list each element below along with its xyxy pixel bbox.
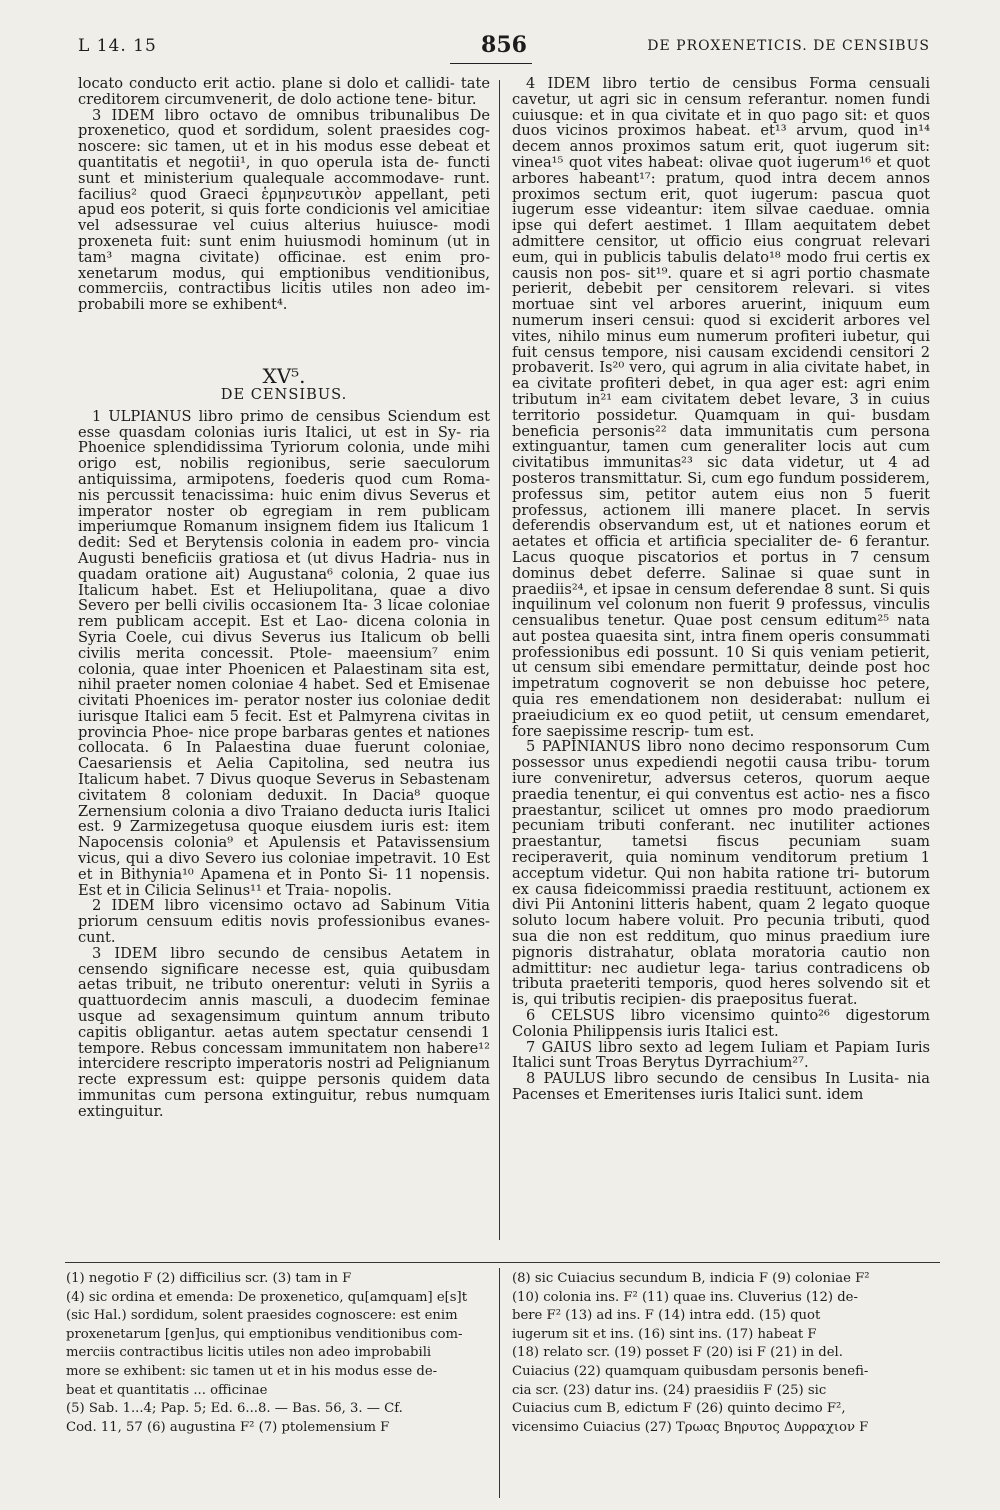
page-number: 856 bbox=[481, 32, 527, 58]
header-reference: L 14. 15 bbox=[78, 36, 157, 56]
header-rule bbox=[450, 63, 532, 64]
running-title: DE PROXENETICIS. DE CENSIBUS bbox=[647, 38, 930, 54]
footnote-line: merciis contractibus licitis utiles non adeo improbabili bbox=[66, 1345, 432, 1361]
left-paragraph-3: 1 ULPIANUS libro primo de censibus Sciendum est esse quasdam colonias iuris Italici, ut est in Sy- ria Phoenice splendidissima Tyriorum colonia, unde mihi origo est, nobilis regionibus, serie saeculorum antiquissima, armipotens, foederis quod cum Roma- nis percussit tenacissima: huic enim divus Severus et imperator noster ob egregiam in rem publicam imperiumque Romanum insignem fidem ius Italicum 1 dedit: Sed et Berytensis colonia in eadem pro- vincia Augusti beneficiis gratiosa et (ut divus Hadria- nus in quadam oratione ait) Augustana⁶ colonia, 2 quae ius Italicum habet. Est et Heliupolitana, quae a divo Severo per belli civilis occasionem Ita- 3 licae coloniae rem publicam accepit. Est et Lao- dicena colonia in Syria Coele, cui divus Severus ius Italicum ob belli civilis merita concessit. Ptole- maeensium⁷ enim colonia, quae inter Phoenicen et Palaestinam sita est, nihil praeter nomen coloniae 4 habet. Sed et Emisenae civitati Phoenices im- perator noster ius coloniae dedit iurisque Italici eam 5 fecit. Est et Palmyrena civitas in provincia Phoe- nice prope barbaras gentes et nationes collocata. 6 In Palaestina duae fuerunt coloniae, Caesariensis et Aelia Capitolina, sed neutra ius Italicum habet. 7 Divus quoque Severus in Sebastenam civitatem 8 coloniam deduxit. In Dacia⁸ quoque Zernensium colonia a divo Traiano deducta iuris Italici est. 9 Zarmizegetusa quoque eiusdem iuris est: item Napocensis colonia⁹ et Apulensis et Patavissensium vicus, qui a divo Severo ius coloniae impetravit. 10 Est et in Bithynia¹⁰ Apamena et in Ponto Si- 11 nopensis. Est et in Cilicia Selinus¹¹ et Traia- nopolis. bbox=[78, 407, 490, 899]
right-paragraph-3: 6 CELSUS libro vicensimo quinto²⁶ digestorum Colonia Philippensis iuris Italici est. bbox=[512, 1007, 930, 1040]
left-column bbox=[78, 76, 490, 1120]
footnote-divider bbox=[499, 1268, 500, 1498]
footnote-line: (1) negotio F (2) difficilius scr. (3) tam in F bbox=[66, 1271, 352, 1286]
section-title: XV⁵. bbox=[262, 363, 306, 388]
footnote-line: (sic Hal.) sordidum, solent praesides cognoscere: est enim bbox=[66, 1308, 458, 1324]
footnote-line: Cuiacius cum B, edictum F (26) quinto decimo F², bbox=[512, 1401, 846, 1417]
left-paragraph-4: 2 IDEM libro vicensimo octavo ad Sabinum Vitia priorum censuum editis novis professionibus evanes- cunt. bbox=[78, 897, 490, 947]
footnote-line: Cuiacius (22) quamquam quibusdam personis benefi- bbox=[512, 1363, 869, 1379]
footnote-line: bere F² (13) ad ins. F (14) intra edd. (15) quot bbox=[512, 1308, 821, 1324]
footnote-line: Cod. 11, 57 (6) augustina F² (7) ptolemensium F bbox=[66, 1419, 390, 1435]
footnote-line: (5) Sab. 1...4; Pap. 5; Ed. 6...8. — Bas. 56, 3. — Cf. bbox=[66, 1401, 403, 1417]
left-paragraph-5: 3 IDEM libro secundo de censibus Aetatem in censendo significare necesse est, quia quibusdam aetas tribuit, ne tributo onerentur: veluti in Syriis a quattuordecim annis masculi, a duodecim feminae usque ad sexagensimum quintum annum tributo capitis obligantur. aetas autem spectatur censendi 1 tempore. Rebus concessam immunitatem non habere¹² intercidere rescripto imperatoris nostri ad Pelignianum recte expressum est: quippe personis quidem data immunitas cum persona extinguitur, rebus numquam extinguitur. bbox=[78, 944, 490, 1120]
section-subtitle: DE CENSIBUS. bbox=[220, 385, 348, 403]
right-paragraph-1: 4 IDEM libro tertio de censibus Forma censuali cavetur, ut agri sic in censum referantur. nomen fundi cuiusque: et in qua civitate et in quo pago sit: et quos duos vicinos proximos habeat. et¹³ arvum, quod in¹⁴ decem annos proximos satum erit, quot iugerum sit: vinea¹⁵ quot vites habeat: olivae quot iugerum¹⁶ et quot arbores habeant¹⁷: pratum, quod intra decem annos proximos sectum erit, quot iugerum: pascua quot iugerum esse videantur: item silvae caeduae. omnia ipse qui defert aestimet. 1 Illam aequitatem debet admittere censitor, ut officio eius congruat relevari eum, qui in publicis tabulis delato¹⁸ modo frui certis ex causis non pos- sit¹⁹. quare et si agri portio chasmate perierit, debebit per censitorem relevari. si vites mortuae sint vel arbores aruerint, iniquum eum numerum inseri censui: quod si exciderit arbores vel vites, nihilo minus eum numerum profiteri iubetur, qui fuit census tempore, nisi causam excidendi censitori 2 probaverit. Is²⁰ vero, qui agrum in alia civitate habet, in ea civitate profiteri debet, in qua ager est: agri enim tributum in²¹ eam civitatem debet levare, 3 in cuius territorio possidetur. Quamquam in qui- busdam beneficia personis²² data immunitatis cum persona extinguantur, tamen cum generaliter locis aut cum civitatibus immunitas²³ sic data videtur, ut 4 ad posteros transmittatur. Si, cum ego fundum possiderem, professus sim, petitor autem eius non 5 fuerit professus, actionem illi manere placet. In servis deferendis observandum est, ut et nationes eorum et aetates et officia et artificia specialiter de- 6 ferantur. Lacus quoque piscatorios et portus in 7 censum dominus debet deferre. Salinae si quae sunt in praediis²⁴, et ipsae in censum deferendae 8 sunt. Si quis inquilinum vel colonum non fuerit 9 professus, vinculis censualibus tenetur. Quae post censum editum²⁵ nata aut postea quaesita sint, intra finem operis consummati professionibus edi possunt. 10 Si quis veniam petierit, ut censum sibi emendare permittatur, deinde post hoc impetratum cognoverit se non debuisse hoc petere, quia res emendationem non desiderabat: nullum ei praeiudicium ex eo quod petiit, ut censum emendaret, fore saepissime rescrip- tum est. bbox=[512, 75, 930, 740]
footnote-line: cia scr. (23) datur ins. (24) praesidiis F (25) sic bbox=[512, 1382, 827, 1398]
footnote-line: (8) sic Cuiacius secundum B, indicia F (9) coloniae F² bbox=[512, 1271, 870, 1286]
footnote-line: vicensimo Cuiacius (27) Τρωας Βηρυτος Δυρραχιον F bbox=[512, 1419, 869, 1435]
footnote-rule bbox=[65, 1262, 940, 1263]
right-column bbox=[512, 76, 930, 1103]
right-paragraph-4: 7 GAIUS libro sexto ad legem Iuliam et Papiam Iuris Italici sunt Troas Berytus Dyrrachium²⁷. bbox=[512, 1038, 930, 1072]
footnote-line: beat et quantitatis ... officinae bbox=[66, 1382, 268, 1398]
right-paragraph-2: 5 PAPINIANUS libro nono decimo responsorum Cum possessor unus expediendi negotii causa tribu- torum iure conveniretur, adversus ceteros, quorum aeque praedia tenentur, ei qui conventus est actio- nes a fisco praestantur, scilicet ut omnes pro modo praediorum pecuniam tributi conferant. nec inutiliter actiones praestantur, tametsi fiscus pecuniam suam reciperaverit, quia nominum venditorum pretium 1 acceptum videtur. Qui non habita ratione tri- butorum ex causa fideicommissi praedia restituunt, actionem ex divi Pii Antonini litteris habent, quam 2 legato quoque soluto locum habere voluit. Pro pecunia tributi, quod sua die non est redditum, quo minus praedium iure pignoris distrahatur, oblata moratoria cautio non admittitur: nec audietur lega- tarius contradicens ob tributa praeteriti temporis, quod heres solvendo sit et is, qui tributis recipien- dis praepositus fuerat. bbox=[512, 738, 930, 1009]
page-header bbox=[78, 32, 930, 62]
footnote-line: (4) sic ordina et emenda: De proxenetico, qu[amquam] e[s]t bbox=[66, 1289, 467, 1305]
left-paragraph-2: 3 IDEM libro octavo de omnibus tribunalibus De proxenetico, quod et sordidum, solent praesides cog- noscere: sic tamen, ut et in his modus esse debeat et quantitatis et negotii¹, in quo operula ista de- functi sunt et ministerium qualequale accommodave- runt. facilius² quod Graeci ἑρμηνευτικὸν appellant, peti apud eos poterit, si quis forte condicionis vel amicitiae vel adsessurae vel cuius alterius huiusce- modi proxeneta fuit: sunt enim huiusmodi hominum (ut in tam³ magna civitate) officinae. est enim pro- xenetarum modus, qui emptionibus venditionibus, commerciis, contractibus licitis utiles non adeo im- probabili more se exhibent⁴. bbox=[78, 106, 490, 314]
footnote-line: iugerum sit et ins. (16) sint ins. (17) habeat F bbox=[512, 1326, 817, 1342]
footnote-line: (10) colonia ins. F² (11) quae ins. Cluverius (12) de- bbox=[512, 1289, 858, 1305]
footnotes-left bbox=[66, 1270, 484, 1437]
footnote-line: proxenetarum [gen]us, qui emptionibus venditionibus com- bbox=[66, 1326, 463, 1342]
footnotes-right bbox=[512, 1270, 930, 1437]
footnote-line: (18) relato scr. (19) posset F (20) isi F (21) in del. bbox=[512, 1345, 843, 1361]
right-paragraph-5: 8 PAULUS libro secundo de censibus In Lusita- nia Pacenses et Emeritenses iuris Italici sunt. idem bbox=[512, 1070, 930, 1103]
left-paragraph-1: locato conducto erit actio. plane si dolo et callidi- tate creditorem circumvenerit, de dolo actione tene- bitur. bbox=[78, 75, 490, 108]
footnote-line: more se exhibent: sic tamen ut et in his modus esse de- bbox=[66, 1363, 438, 1379]
column-divider bbox=[499, 80, 500, 1240]
